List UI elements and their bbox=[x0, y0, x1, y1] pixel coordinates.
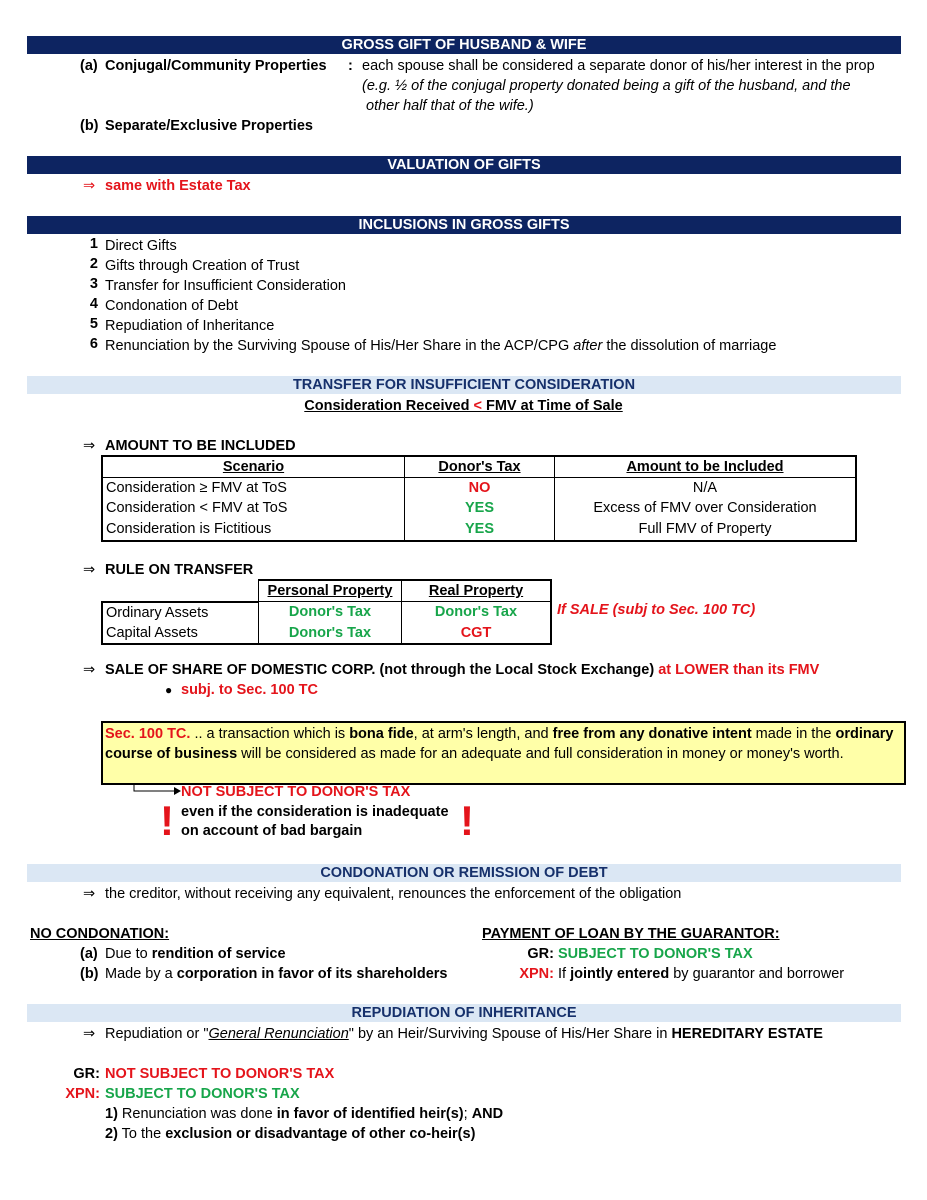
section-header-valuation: VALUATION OF GIFTS bbox=[27, 156, 901, 174]
connector-arrow-icon bbox=[130, 782, 182, 798]
box-p6: made in the bbox=[751, 726, 836, 742]
x2: jointly entered bbox=[570, 966, 670, 982]
r3: " by an Heir/Surviving Spouse of His/Her Share in bbox=[348, 1026, 672, 1042]
if-sale-note: If SALE (subj to Sec. 100 TC) bbox=[557, 602, 756, 618]
arrow-icon: ⇒ bbox=[83, 662, 96, 678]
condonation-text: the creditor, without receiving any equivalent, renounces the enforcement of the obligation bbox=[105, 886, 682, 902]
share-b: at LOWER than its FMV bbox=[658, 662, 820, 678]
arrow-icon: ⇒ bbox=[83, 886, 96, 902]
table-cell: Full FMV of Property bbox=[638, 521, 772, 537]
table-header: Scenario bbox=[102, 456, 405, 478]
gr-label: GR: bbox=[73, 1066, 100, 1082]
section-header-inclusions: INCLUSIONS IN GROSS GIFTS bbox=[27, 216, 901, 234]
table-cell: YES bbox=[405, 518, 555, 541]
b2: corporation in favor of its shareholders bbox=[176, 966, 448, 982]
table-cell: N/A bbox=[692, 480, 718, 496]
box-p3: bona fide bbox=[349, 726, 414, 742]
table-row bbox=[102, 478, 856, 499]
c1a: Renunciation was done bbox=[117, 1106, 277, 1122]
table-cell: Consideration is Fictitious bbox=[102, 518, 405, 541]
list-item: Direct Gifts bbox=[105, 238, 177, 254]
box-p1: Sec. 100 TC. bbox=[105, 726, 191, 742]
xpn-text bbox=[558, 964, 844, 984]
table-header: Donor's Tax bbox=[405, 456, 555, 478]
list-item: Gifts through Creation of Trust bbox=[105, 258, 300, 274]
box-p5: free from any donative intent bbox=[552, 726, 752, 742]
item6-after: after bbox=[573, 338, 603, 354]
box-p2: .. a transaction which is bbox=[190, 726, 350, 742]
conjugal-title: Conjugal/Community Properties bbox=[105, 58, 327, 74]
xpn-text: SUBJECT TO DONOR'S TAX bbox=[105, 1086, 300, 1102]
section-header-gross-gift: GROSS GIFT OF HUSBAND & WIFE bbox=[27, 36, 901, 54]
item-a-label: (a) bbox=[80, 58, 98, 74]
share-sale-line bbox=[105, 660, 819, 680]
xpn-label: XPN: bbox=[519, 966, 554, 982]
arrow-icon: ⇒ bbox=[83, 178, 96, 194]
table-cell bbox=[102, 580, 259, 602]
share-a: SALE OF SHARE OF DOMESTIC CORP. (not through the Local Stock Exchange) bbox=[105, 662, 659, 678]
no-condonation-heading: NO CONDONATION: bbox=[30, 926, 170, 942]
item-b-label: (b) bbox=[80, 966, 99, 982]
repudiation-text bbox=[105, 1024, 823, 1044]
condition-1 bbox=[105, 1104, 503, 1124]
table-cell: Donor's Tax bbox=[259, 602, 402, 623]
r1: Repudiation or " bbox=[105, 1026, 209, 1042]
table-cell: Donor's Tax bbox=[259, 623, 402, 644]
insufficient-subtitle bbox=[0, 396, 927, 416]
list-number: 2 bbox=[89, 256, 98, 272]
gr-text: SUBJECT TO DONOR'S TAX bbox=[558, 946, 753, 962]
gr-text: NOT SUBJECT TO DONOR'S TAX bbox=[105, 1066, 335, 1082]
box-p7: ordinary course of business bbox=[105, 726, 894, 762]
list-number: 5 bbox=[89, 316, 98, 332]
r4: HEREDITARY ESTATE bbox=[671, 1026, 823, 1042]
subj-sec100: subj. to Sec. 100 TC bbox=[181, 682, 318, 698]
section-header-repudiation: REPUDIATION OF INHERITANCE bbox=[27, 1004, 901, 1022]
no-condonation-a bbox=[105, 944, 286, 964]
colon: : bbox=[348, 58, 353, 74]
c1b: in favor of identified heir(s) bbox=[276, 1106, 464, 1122]
c1d: AND bbox=[471, 1106, 504, 1122]
table-header: Amount to be Included bbox=[626, 459, 784, 475]
even-if-text-1: even if the consideration is inadequate bbox=[181, 804, 449, 820]
valuation-text: same with Estate Tax bbox=[105, 178, 251, 194]
arrow-icon: ⇒ bbox=[83, 438, 96, 454]
a2: rendition of service bbox=[151, 946, 286, 962]
xpn-label: XPN: bbox=[65, 1086, 100, 1102]
rule-table bbox=[101, 579, 552, 645]
exclamation-icon: ! bbox=[460, 797, 474, 844]
item-b-label: (b) bbox=[80, 118, 99, 134]
x1: If bbox=[558, 966, 571, 982]
conjugal-note-1: (e.g. ½ of the conjugal property donated being a gift of the husband, and the bbox=[362, 78, 851, 94]
section-header-condonation: CONDONATION OR REMISSION OF DEBT bbox=[27, 864, 901, 882]
box-p8: will be considered as made for an adequate and full consideration in money or money's worth. bbox=[237, 746, 844, 762]
section-header-insufficient: TRANSFER FOR INSUFFICIENT CONSIDERATION bbox=[27, 376, 901, 394]
c1c: ; bbox=[463, 1106, 472, 1122]
rule-heading: RULE ON TRANSFER bbox=[105, 562, 254, 578]
list-number: 3 bbox=[89, 276, 98, 292]
table-cell: Consideration ≥ FMV at ToS bbox=[102, 478, 405, 499]
exclamation-icon: ! bbox=[160, 797, 174, 844]
list-number: 4 bbox=[89, 296, 98, 312]
sub-a: Consideration Received bbox=[304, 398, 474, 414]
conjugal-text: each spouse shall be considered a separate donor of his/her interest in the prop bbox=[362, 58, 875, 74]
even-if-text-2: on account of bad bargain bbox=[181, 823, 363, 839]
table-row bbox=[102, 518, 856, 541]
no-condonation-b bbox=[105, 964, 447, 984]
table-cell: Capital Assets bbox=[102, 623, 259, 644]
r2: General Renunciation bbox=[208, 1026, 349, 1042]
x3: by guarantor and borrower bbox=[669, 966, 845, 982]
list-item: Condonation of Debt bbox=[105, 298, 239, 314]
gr-label: GR: bbox=[527, 946, 554, 962]
condition-2 bbox=[105, 1124, 475, 1144]
arrow-icon: ⇒ bbox=[83, 1026, 96, 1042]
box-p4: , at arm's length, and bbox=[413, 726, 553, 742]
item6-text: Renunciation by the Surviving Spouse of His/Her Share in the ACP/CPG bbox=[105, 338, 574, 354]
table-cell: NO bbox=[405, 478, 555, 499]
c1n: 1) bbox=[105, 1106, 118, 1122]
list-item bbox=[105, 336, 776, 356]
sub-b: FMV at Time of Sale bbox=[481, 398, 623, 414]
list-item: Repudiation of Inheritance bbox=[105, 318, 275, 334]
c2n: 2) bbox=[105, 1126, 118, 1142]
table-row bbox=[102, 623, 551, 644]
guarantor-heading: PAYMENT OF LOAN BY THE GUARANTOR: bbox=[482, 926, 780, 942]
table-cell: Donor's Tax bbox=[402, 602, 552, 623]
list-number: 6 bbox=[89, 336, 98, 352]
a1: Due to bbox=[105, 946, 152, 962]
item6-end: the dissolution of marriage bbox=[602, 338, 777, 354]
sub-op: < bbox=[473, 398, 482, 414]
table-cell: CGT bbox=[402, 623, 552, 644]
separate-title: Separate/Exclusive Properties bbox=[105, 118, 313, 134]
conjugal-note-2: other half that of the wife.) bbox=[366, 98, 534, 114]
not-subject-text: NOT SUBJECT TO DONOR'S TAX bbox=[181, 784, 411, 800]
amount-table bbox=[101, 455, 857, 542]
sec100-box bbox=[101, 721, 906, 785]
table-row bbox=[102, 498, 856, 518]
list-item: Transfer for Insufficient Consideration bbox=[105, 278, 346, 294]
bullet-icon: ● bbox=[165, 683, 173, 697]
table-cell: Excess of FMV over Consideration bbox=[593, 500, 817, 516]
table-row bbox=[102, 602, 551, 623]
table-cell: Ordinary Assets bbox=[102, 602, 259, 623]
table-header: Personal Property bbox=[259, 580, 402, 602]
arrow-icon: ⇒ bbox=[83, 562, 96, 578]
table-cell: YES bbox=[405, 498, 555, 518]
c2b: exclusion or disadvantage of other co-heir(s) bbox=[165, 1126, 476, 1142]
list-number: 1 bbox=[89, 236, 98, 252]
table-cell: Consideration < FMV at ToS bbox=[102, 498, 405, 518]
b1: Made by a bbox=[105, 966, 177, 982]
item-a-label: (a) bbox=[80, 946, 98, 962]
amount-heading: AMOUNT TO BE INCLUDED bbox=[105, 438, 296, 454]
table-header: Real Property bbox=[402, 580, 552, 602]
c2a: To the bbox=[117, 1126, 166, 1142]
